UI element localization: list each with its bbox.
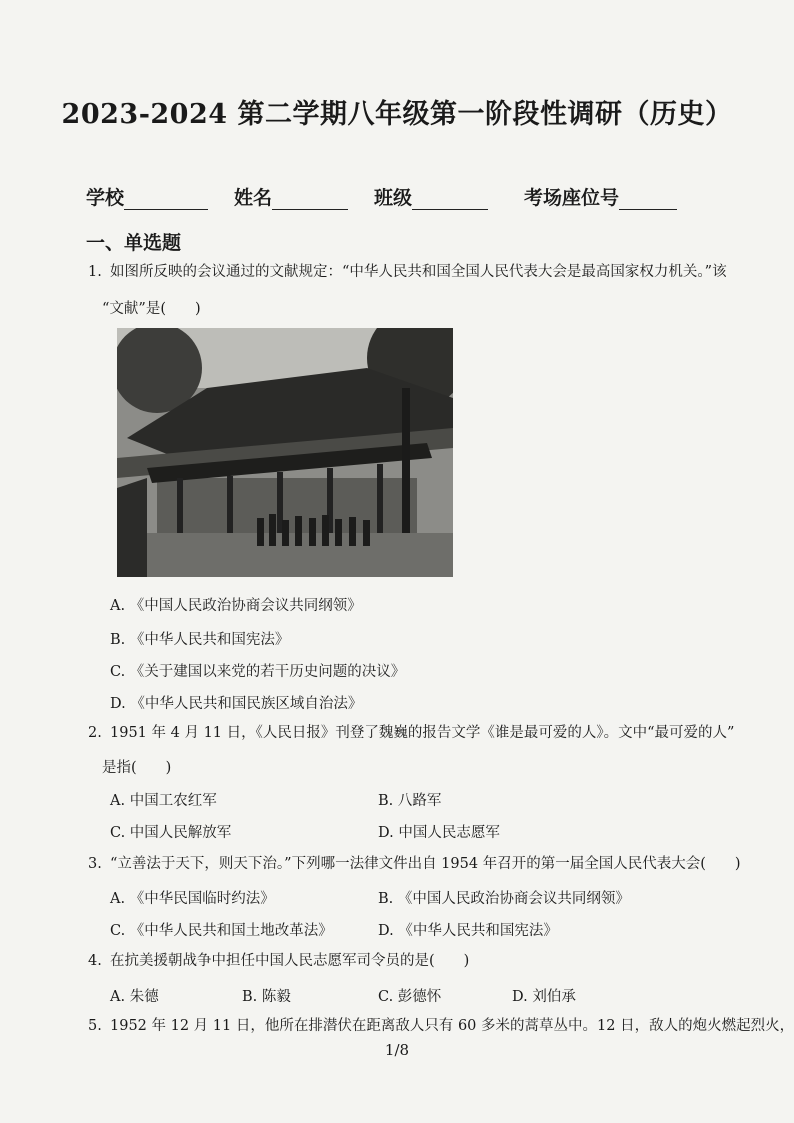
page-title: 2023-2024 第二学期八年级第一阶段性调研（历史） bbox=[61, 99, 733, 130]
option-1b: B. 《中华人民共和国宪法》 bbox=[110, 632, 290, 648]
class-field bbox=[374, 183, 488, 210]
option-4b: B. 陈毅 bbox=[242, 989, 291, 1005]
question-text: “立善法于天下，则天下治。”下列哪一法律文件出自 1954 年召开的第一届全国人民代表大会( ) bbox=[110, 856, 741, 872]
question-text: 在抗美援朝战争中担任中国人民志愿军司令员的是( ) bbox=[110, 953, 470, 969]
option-4a: A. 朱德 bbox=[110, 989, 159, 1005]
question-1 bbox=[88, 262, 727, 282]
option-1c: C. 《关于建国以来党的若干历史问题的决议》 bbox=[110, 664, 406, 680]
option-1a: A. 《中国人民政治协商会议共同纲领》 bbox=[110, 598, 362, 614]
question-2-continuation: 是指( ) bbox=[102, 760, 172, 776]
name-blank[interactable] bbox=[272, 191, 348, 210]
question-5 bbox=[88, 1016, 794, 1036]
conference-hall-photo bbox=[117, 328, 453, 577]
school-blank[interactable] bbox=[124, 191, 208, 210]
class-label: 班级 bbox=[374, 187, 413, 209]
option-2d: D. 中国人民志愿军 bbox=[378, 825, 500, 841]
option-4c: C. 彭德怀 bbox=[378, 989, 442, 1005]
question-3 bbox=[88, 854, 741, 874]
question-text: 如图所反映的会议通过的文献规定：“中华人民共和国全国人民代表大会是最高国家权力机关。”该 bbox=[110, 264, 727, 280]
name-field bbox=[234, 183, 348, 210]
name-label: 姓名 bbox=[234, 187, 273, 209]
seat-blank[interactable] bbox=[619, 191, 677, 210]
question-number: 3. bbox=[88, 856, 102, 872]
option-2b: B. 八路军 bbox=[378, 793, 442, 809]
seat-field bbox=[524, 183, 677, 210]
option-4d: D. 刘伯承 bbox=[512, 989, 576, 1005]
option-2c: C. 中国人民解放军 bbox=[110, 825, 232, 841]
option-3c: C. 《中华人民共和国土地改革法》 bbox=[110, 923, 333, 939]
question-number: 5. bbox=[88, 1018, 102, 1034]
class-blank[interactable] bbox=[412, 191, 488, 210]
question-text: 1952 年 12 月 11 日，他所在排潜伏在距离敌人只有 60 多米的蒿草丛中。12 日，敌人的炮火燃起烈火， bbox=[110, 1018, 794, 1034]
question-number: 4. bbox=[88, 953, 102, 969]
option-3a: A. 《中华民国临时约法》 bbox=[110, 891, 275, 907]
option-1d: D. 《中华人民共和国民族区域自治法》 bbox=[110, 696, 363, 712]
page-number: 1/8 bbox=[384, 1041, 410, 1059]
seat-label: 考场座位号 bbox=[524, 187, 620, 209]
option-3d: D. 《中华人民共和国宪法》 bbox=[378, 923, 558, 939]
school-label: 学校 bbox=[86, 187, 125, 209]
section-title: 一、单选题 bbox=[86, 232, 182, 254]
question-number: 1. bbox=[88, 264, 102, 280]
option-2a: A. 中国工农红军 bbox=[110, 793, 217, 809]
school-field bbox=[86, 183, 208, 210]
question-1-continuation: “文献”是( ) bbox=[102, 301, 201, 317]
option-3b: B. 《中国人民政治协商会议共同纲领》 bbox=[378, 891, 630, 907]
question-number: 2. bbox=[88, 725, 102, 741]
question-text: 1951 年 4 月 11 日，《人民日报》刊登了魏巍的报告文学《谁是最可爱的人》。文中“最可爱的人” bbox=[110, 725, 735, 741]
question-4 bbox=[88, 951, 469, 971]
question-2 bbox=[88, 723, 734, 743]
photo-illustration bbox=[117, 328, 453, 577]
